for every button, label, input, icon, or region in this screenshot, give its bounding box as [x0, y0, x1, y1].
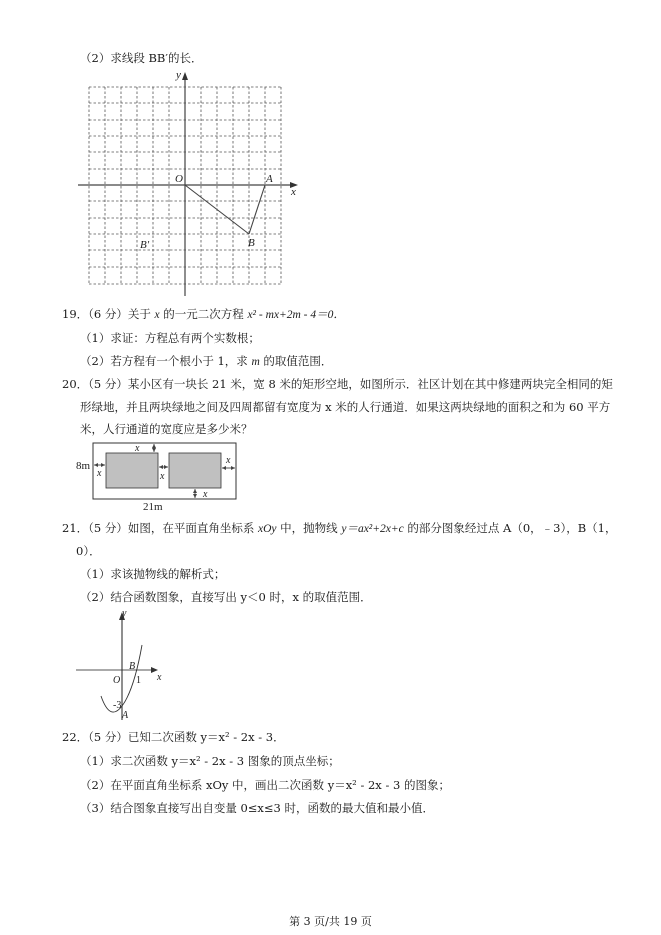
q22-part1: （1）求二次函数 y＝x² - 2x - 3 图象的顶点坐标；	[80, 754, 340, 768]
point-a-label: A	[122, 710, 129, 721]
x-axis-label: x	[291, 186, 296, 198]
y-axis-label: y	[122, 608, 127, 619]
q19-stem-mid: 的一元二次方程	[159, 307, 248, 321]
q20-line1: 20．（5 分）某小区有一块长 21 米，宽 8 米的矩形空地，如图所示．社区计划在其中修建两块完全相同的矩	[62, 377, 613, 391]
tick-neg3-label: -3	[113, 700, 122, 711]
q21-part1: （1）求该抛物线的解析式；	[80, 567, 226, 581]
q22-part3: （3）结合图象直接写出自变量 0≤x≤3 时，函数的最大值和最小值．	[80, 801, 435, 815]
q22-part2: （2）在平面直角坐标系 xOy 中，画出二次函数 y＝x² - 2x - 3 的图象；	[80, 778, 450, 792]
q22-stem: 22．（5 分）已知二次函数 y＝x² - 2x - 3．	[62, 730, 285, 744]
q21-part2: （2）结合函数图象，直接写出 y＜0 时，x 的取值范围．	[80, 590, 372, 604]
q21-line1-mid: 中，抛物线	[276, 521, 342, 535]
origin-label: O	[113, 675, 121, 686]
q19-part2-prefix: （2）若方程有一个根小于 1，求	[80, 354, 252, 368]
q20-line3: 米，人行通道的宽度应是多少米？	[80, 422, 253, 436]
q21-line1-prefix: 21．（5 分）如图，在平面直角坐标系	[62, 521, 259, 535]
origin-label: O	[175, 173, 183, 185]
q19-stem-prefix: 19．（6 分）关于	[62, 307, 155, 321]
page-footer: 第 3 页/共 19 页	[289, 915, 372, 928]
q21-coord-system: xOy	[258, 523, 277, 535]
q19-part2-suffix: 的取值范围．	[259, 354, 333, 368]
q21-line2: 0）．	[76, 544, 101, 558]
point-a-label: A	[266, 173, 273, 185]
path-label-bottom: x	[203, 489, 208, 500]
q21-line1-suffix: 的部分图象经过点 A（0，﹣3），B（1，	[403, 521, 617, 535]
point-b-label: B	[129, 661, 136, 672]
q19-equation: x² - mx+2m - 4＝0．	[247, 309, 345, 321]
q20-line2: 形绿地，并且两块绿地之间及四周都留有宽度为 x 米的人行通道．如果这两块绿地的面积之和为 60 平方	[80, 400, 611, 414]
q18-part2: （2）求线段 BB′的长．	[80, 51, 203, 65]
path-label-left: x	[97, 468, 102, 479]
q19-var: x	[154, 309, 160, 321]
length-label: 21m	[143, 501, 163, 513]
x-axis-label: x	[157, 672, 162, 683]
width-label: 8m	[76, 460, 91, 472]
point-b-label: B	[248, 237, 255, 249]
tick-1-label: 1	[136, 675, 141, 686]
path-label-middle: x	[160, 471, 165, 482]
q19-part2-var: m	[251, 356, 260, 368]
path-label-top: x	[135, 443, 140, 454]
q19-part1: （1）求证：方程总有两个实数根；	[80, 331, 260, 345]
path-label-right: x	[226, 455, 231, 466]
q21-equation: y＝ax²+2x+c	[341, 523, 404, 535]
point-b-prime-label: B′	[140, 239, 150, 251]
y-axis-label: y	[176, 69, 181, 81]
